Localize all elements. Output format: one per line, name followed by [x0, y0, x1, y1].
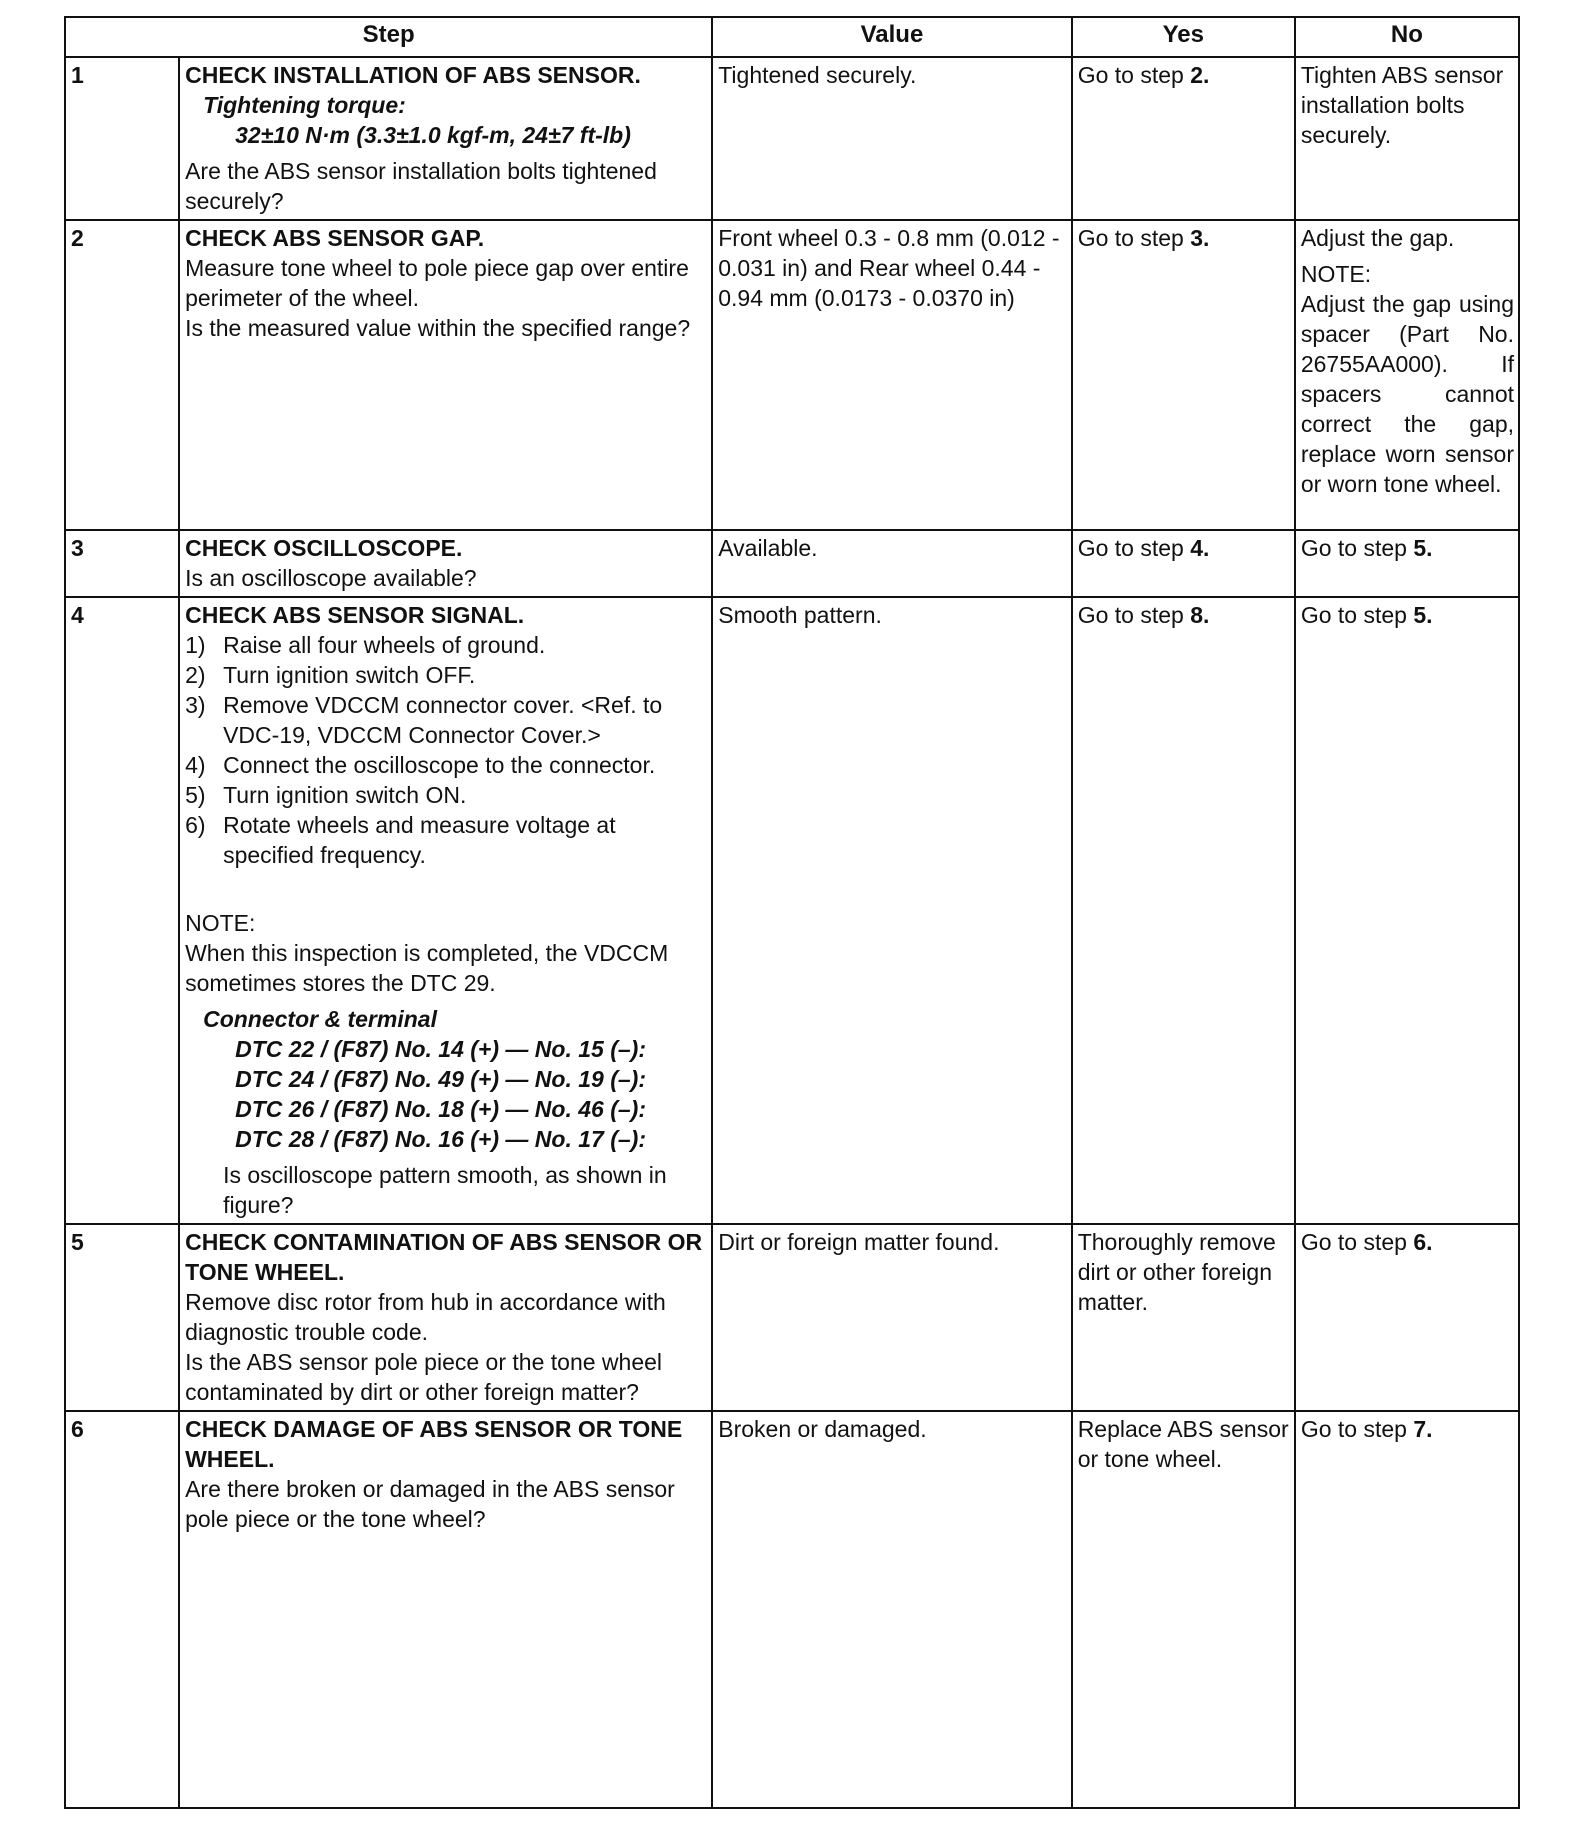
no-prefix: Go to step [1300, 1416, 1414, 1442]
yes-cell [1072, 530, 1295, 597]
table-row [65, 220, 1519, 530]
step-question: Is the measured value within the specified range? [185, 315, 691, 341]
step-body: Measure tone wheel to pole piece gap over entire perimeter of the wheel. [185, 255, 689, 311]
note-label: NOTE: [185, 910, 256, 936]
list-item: 5) Turn ignition switch ON. [185, 782, 467, 808]
table-row [65, 57, 1519, 220]
step-body: Remove disc rotor from hub in accordance with diagnostic trouble code. [185, 1289, 666, 1345]
step-number: 1 [65, 57, 179, 220]
step-question: Is an oscilloscope available? [185, 565, 477, 591]
yes-step-ref: 3. [1190, 225, 1210, 251]
step-content [179, 220, 712, 530]
step-content [179, 1224, 712, 1411]
table-row [65, 597, 1519, 1224]
no-step-ref: 5. [1413, 602, 1433, 628]
step-title: CHECK INSTALLATION OF ABS SENSOR. [185, 62, 641, 88]
list-item: 2) Turn ignition switch OFF. [185, 662, 476, 688]
yes-prefix: Go to step [1077, 602, 1191, 628]
table-header-row [65, 17, 1519, 57]
step-title: CHECK CONTAMINATION OF ABS SENSOR OR TONE WHEEL. [185, 1229, 703, 1285]
no-cell [1295, 530, 1519, 597]
value-cell: Front wheel 0.3 - 0.8 mm (0.012 - 0.031 in) and Rear wheel 0.44 - 0.94 mm (0.0173 - 0.0370 in) [712, 220, 1071, 530]
yes-prefix: Go to step [1077, 62, 1191, 88]
step-title: CHECK ABS SENSOR GAP. [185, 225, 485, 251]
value-cell: Smooth pattern. [712, 597, 1071, 1224]
step-number: 4 [65, 597, 179, 1224]
value-cell: Broken or damaged. [712, 1411, 1071, 1808]
note-text: When this inspection is completed, the VDCCM sometimes stores the DTC 29. [185, 940, 669, 996]
step-question: Are the ABS sensor installation bolts tightened securely? [185, 158, 657, 214]
no-cell [1295, 1411, 1519, 1808]
header-no: No [1295, 17, 1519, 57]
yes-cell: Thoroughly remove dirt or other foreign matter. [1072, 1224, 1295, 1411]
procedure-list [185, 630, 707, 870]
no-prefix: Go to step [1300, 602, 1414, 628]
step-title: CHECK DAMAGE OF ABS SENSOR OR TONE WHEEL. [185, 1416, 683, 1472]
step-content [179, 597, 712, 1224]
no-cell: Tighten ABS sensor installation bolts securely. [1295, 57, 1519, 220]
yes-cell [1072, 57, 1295, 220]
step-number: 6 [65, 1411, 179, 1808]
table-row [65, 1224, 1519, 1411]
terminal-spec: DTC 28 / (F87) No. 16 (+) — No. 17 (–): [235, 1126, 646, 1152]
spec-value: 32±10 N·m (3.3±1.0 kgf-m, 24±7 ft-lb) [235, 122, 631, 148]
header-yes: Yes [1072, 17, 1295, 57]
no-prefix: Go to step [1300, 1229, 1414, 1255]
step-content [179, 1411, 712, 1808]
yes-step-ref: 4. [1190, 535, 1210, 561]
no-step-ref: 7. [1413, 1416, 1433, 1442]
step-question: Are there broken or damaged in the ABS sensor pole piece or the tone wheel? [185, 1476, 675, 1532]
yes-step-ref: 8. [1190, 602, 1210, 628]
yes-prefix: Go to step [1077, 535, 1191, 561]
diagnostic-procedure-table [64, 16, 1520, 1809]
table-row [65, 1411, 1519, 1808]
list-item: 6) Rotate wheels and measure voltage at specified frequency. [185, 812, 616, 868]
value-cell: Tightened securely. [712, 57, 1071, 220]
step-number: 2 [65, 220, 179, 530]
step-question: Is the ABS sensor pole piece or the tone wheel contaminated by dirt or other foreign matter? [185, 1349, 663, 1405]
connector-label: Connector & terminal [203, 1006, 437, 1032]
no-note-body: Adjust the gap using spacer (Part No. 26755AA000). If spacers cannot correct the gap, replace worn sensor or worn tone wheel. [1300, 291, 1514, 497]
step-content [179, 530, 712, 597]
value-cell: Dirt or foreign matter found. [712, 1224, 1071, 1411]
no-action: Adjust the gap. [1300, 225, 1455, 251]
step-content [179, 57, 712, 220]
step-title: CHECK ABS SENSOR SIGNAL. [185, 602, 525, 628]
no-cell [1295, 220, 1519, 530]
yes-cell [1072, 220, 1295, 530]
list-item: 4) Connect the oscilloscope to the connector. [185, 752, 656, 778]
terminal-spec: DTC 22 / (F87) No. 14 (+) — No. 15 (–): [235, 1036, 646, 1062]
value-cell: Available. [712, 530, 1071, 597]
step-title: CHECK OSCILLOSCOPE. [185, 535, 463, 561]
yes-prefix: Go to step [1077, 225, 1191, 251]
yes-step-ref: 2. [1190, 62, 1210, 88]
no-step-ref: 5. [1413, 535, 1433, 561]
yes-cell [1072, 597, 1295, 1224]
step-question: Is oscilloscope pattern smooth, as shown in figure? [223, 1162, 667, 1218]
spec-label: Tightening torque: [203, 92, 406, 118]
no-note-label: NOTE: [1300, 261, 1372, 287]
no-cell [1295, 597, 1519, 1224]
list-item: 3) Remove VDCCM connector cover. <Ref. to VDC-19, VDCCM Connector Cover.> [185, 692, 663, 748]
terminal-spec: DTC 24 / (F87) No. 49 (+) — No. 19 (–): [235, 1066, 646, 1092]
header-step: Step [65, 17, 712, 57]
yes-cell: Replace ABS sensor or tone wheel. [1072, 1411, 1295, 1808]
list-item: 1) Raise all four wheels of ground. [185, 632, 546, 658]
step-number: 5 [65, 1224, 179, 1411]
header-value: Value [712, 17, 1071, 57]
terminal-spec: DTC 26 / (F87) No. 18 (+) — No. 46 (–): [235, 1096, 646, 1122]
no-prefix: Go to step [1300, 535, 1414, 561]
no-step-ref: 6. [1413, 1229, 1433, 1255]
table-row [65, 530, 1519, 597]
step-number: 3 [65, 530, 179, 597]
no-cell [1295, 1224, 1519, 1411]
